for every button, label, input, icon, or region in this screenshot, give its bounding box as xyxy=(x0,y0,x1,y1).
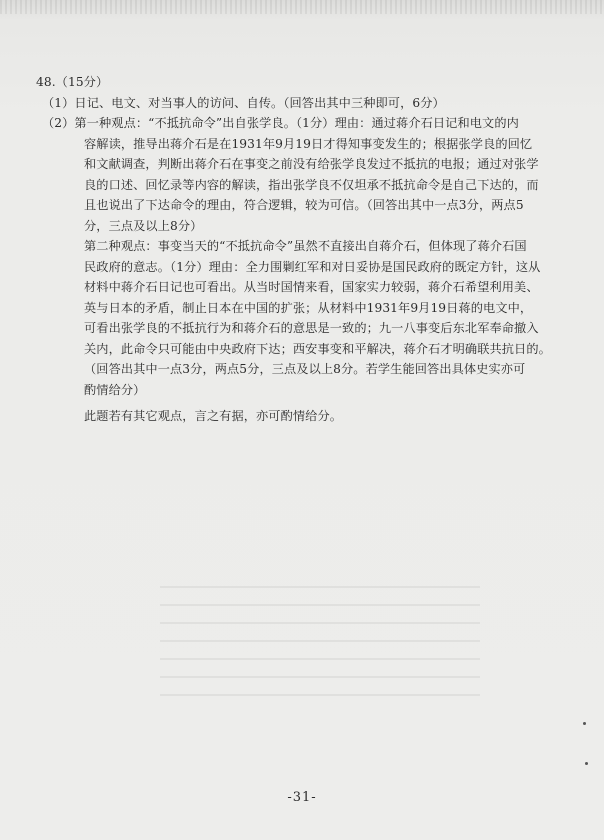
part2-line: 容解读，推导出蒋介石是在1931年9月19日才得知事变发生的；根据张学良的回忆 xyxy=(84,136,533,151)
part1-answer: （1）日记、电文、对当事人的访问、自传。（回答出其中三种即可，6分） xyxy=(42,95,445,110)
part2-line: （回答出其中一点3分，两点5分，三点及以上8分。若学生能回答出具体史实亦可 xyxy=(84,362,526,376)
question-title: 48.（15分） xyxy=(36,75,109,89)
bleed-through-text xyxy=(160,570,480,720)
part2-line: 英与日本的矛盾，制止日本在中国的扩张；从材料中1931年9月19日蒋的电文中， xyxy=(84,300,533,315)
part2-line: 分，三点及以上8分） xyxy=(84,218,203,233)
scan-edge-noise xyxy=(0,0,604,14)
grading-note: 此题若有其它观点，言之有据，亦可酌情给分。 xyxy=(84,409,343,423)
page-number: -31- xyxy=(287,790,317,805)
scan-speck xyxy=(585,762,588,765)
scan-speck xyxy=(583,722,586,725)
answer-content xyxy=(36,72,556,427)
part2-line: （2）第一种观点：“不抵抗命令”出自张学良。（1分）理由：通过蒋介石日记和电文的内 xyxy=(42,116,519,130)
part2-line: 可看出张学良的不抵抗行为和蒋介石的意思是一致的；九一八事变后东北军奉命撤入 xyxy=(84,321,539,335)
part2-line: 民政府的意志。（1分）理由：全力围剿红军和对日妥协是国民政府的既定方针，这从 xyxy=(84,259,541,274)
part2-line: 关内，此命令只可能由中央政府下达；西安事变和平解决，蒋介石才明确联共抗日的。 xyxy=(84,341,551,356)
part2-line: 且也说出了下达命令的理由，符合逻辑，较为可信。（回答出其中一点3分，两点5 xyxy=(84,198,524,212)
part2-line: 良的口述、回忆录等内容的解读，指出张学良不仅坦承不抵抗命令是自己下达的，而 xyxy=(84,177,539,192)
part2-line: 酌情给分） xyxy=(84,382,146,397)
part2-line: 第二种观点：事变当天的“不抵抗命令”虽然不直接出自蒋介石，但体现了蒋介石国 xyxy=(84,239,527,253)
part2-line: 材料中蒋介石日记也可看出。从当时国情来看，国家实力较弱，蒋介石希望利用美、 xyxy=(84,280,539,294)
part2-line: 和文献调查，判断出蒋介石在事变之前没有给张学良发过不抵抗的电报；通过对张学 xyxy=(84,157,539,171)
